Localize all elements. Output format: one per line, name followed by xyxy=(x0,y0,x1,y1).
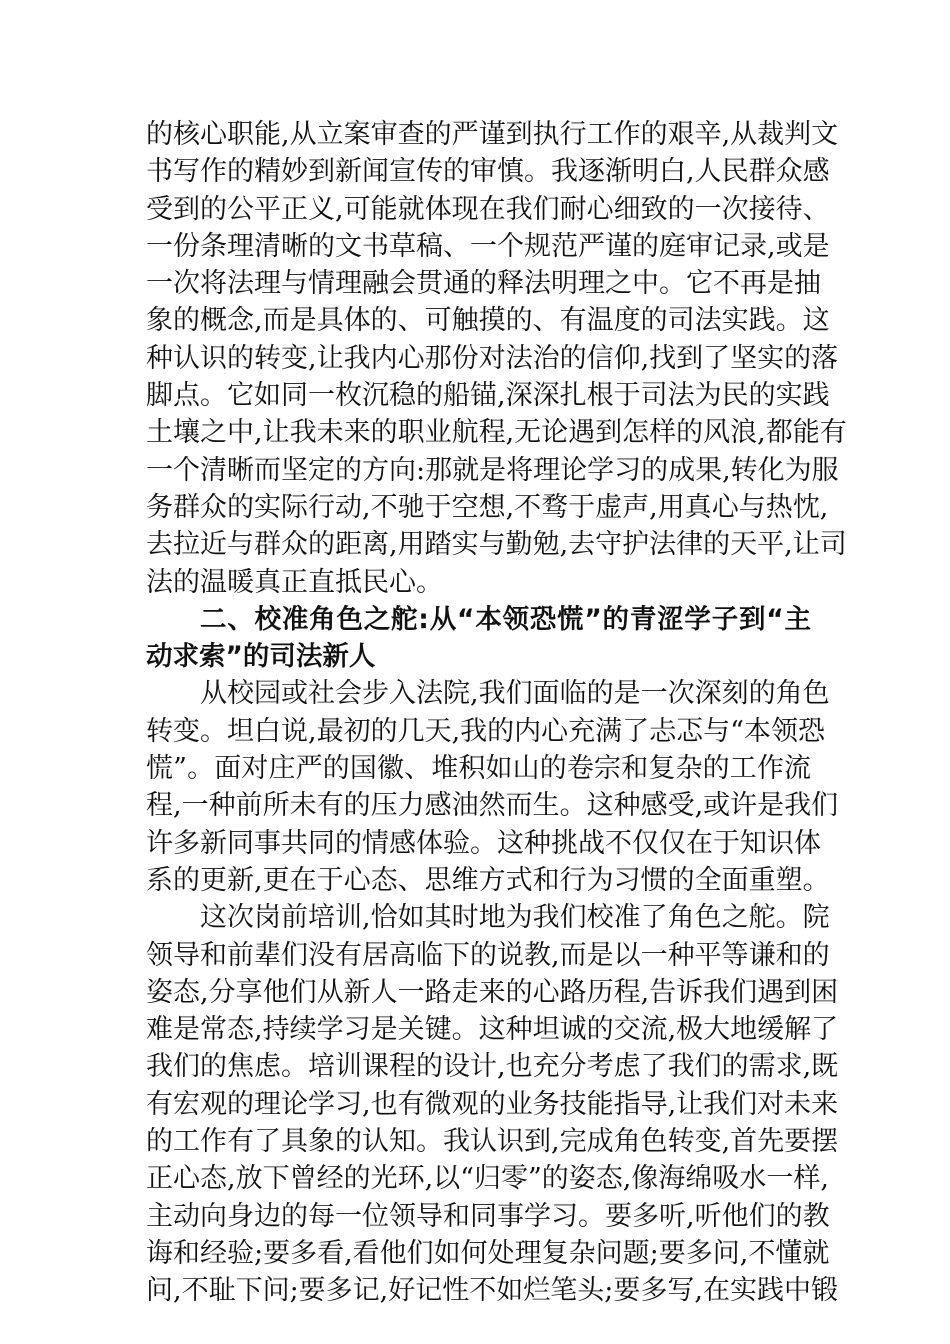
body-line: 一次将法理与情理融会贯通的释法明理之中。它不再是抽 xyxy=(146,268,821,300)
body-line: 有宏观的理论学习,也有微观的业务技能指导,让我们对未来 xyxy=(146,1088,839,1120)
body-line: 脚点。它如同一枚沉稳的船锚,深深扎根于司法为民的实践 xyxy=(146,380,830,412)
body-line: 姿态,分享他们从新人一路走来的心路历程,告诉我们遇到困 xyxy=(146,976,839,1008)
body-line: 务群众的实际行动,不驰于空想,不骛于虚声,用真心与热忱, xyxy=(146,491,829,523)
body-line: 种认识的转变,让我内心那份对法治的信仰,找到了坚实的落 xyxy=(146,342,839,374)
body-line: 诲和经验;要多看,看他们如何处理复杂问题;要多问,不懂就 xyxy=(146,1237,830,1269)
body-line: 一个清晰而坚定的方向:那就是将理论学习的成果,转化为服 xyxy=(146,454,839,486)
body-line: 难是常态,持续学习是关键。这种坦诚的交流,极大地缓解了 xyxy=(146,1014,839,1046)
body-line: 慌”。面对庄严的国徽、堆积如山的卷宗和复杂的工作流 xyxy=(146,753,811,785)
body-line: 法的温暖真正直抵民心。 xyxy=(146,566,443,598)
body-line: 土壤之中,让我未来的职业航程,无论遇到怎样的风浪,都能有 xyxy=(146,417,847,449)
body-line: 书写作的精妙到新闻宣传的审慎。我逐渐明白,人民群众感 xyxy=(146,156,830,188)
document-body xyxy=(146,116,847,1310)
body-line: 去拉近与群众的距离,用踏实与勤勉,去守护法律的天平,让司 xyxy=(146,529,847,561)
body-line: 系的更新,更在于心态、思维方式和行为习惯的全面重塑。 xyxy=(146,864,830,896)
body-line: 问,不耻下问;要多记,好记性不如烂笔头;要多写,在实践中锻 xyxy=(146,1275,838,1307)
section-heading: 二、校准角色之舵:从“本领恐慌”的青涩学子到“主 xyxy=(200,603,811,635)
body-line: 的核心职能,从立案审查的严谨到执行工作的艰辛,从裁判文 xyxy=(146,119,839,150)
body-line: 主动向身边的每一位领导和同事学习。要多听,听他们的教 xyxy=(146,1200,830,1232)
body-line: 一份条理清晰的文书草稿、一个规范严谨的庭审记录,或是 xyxy=(146,230,830,262)
body-line: 程,一种前所未有的压力感油然而生。这种感受,或许是我们 xyxy=(146,790,839,822)
body-line: 这次岗前培训,恰如其时地为我们校准了角色之舵。院 xyxy=(200,902,830,934)
body-line: 正心态,放下曾经的光环,以“归零”的姿态,像海绵吸水一样, xyxy=(146,1163,829,1195)
body-line: 的工作有了具象的认知。我认识到,完成角色转变,首先要摆 xyxy=(146,1126,839,1158)
section-heading: 动求索”的司法新人 xyxy=(146,641,376,673)
body-line: 象的概念,而是具体的、可触摸的、有温度的司法实践。这 xyxy=(146,305,830,337)
body-line: 从校园或社会步入法院,我们面临的是一次深刻的角色 xyxy=(200,678,830,710)
body-line: 许多新同事共同的情感体验。这种挑战不仅仅在于知识体 xyxy=(146,827,821,859)
body-line: 领导和前辈们没有居高临下的说教,而是以一种平等谦和的 xyxy=(146,939,830,971)
body-line: 转变。坦白说,最初的几天,我的内心充满了忐忑与“本领恐 xyxy=(146,715,825,747)
body-line: 受到的公平正义,可能就体现在我们耐心细致的一次接待、 xyxy=(146,193,830,225)
body-line: 我们的焦虑。培训课程的设计,也充分考虑了我们的需求,既 xyxy=(146,1051,839,1083)
